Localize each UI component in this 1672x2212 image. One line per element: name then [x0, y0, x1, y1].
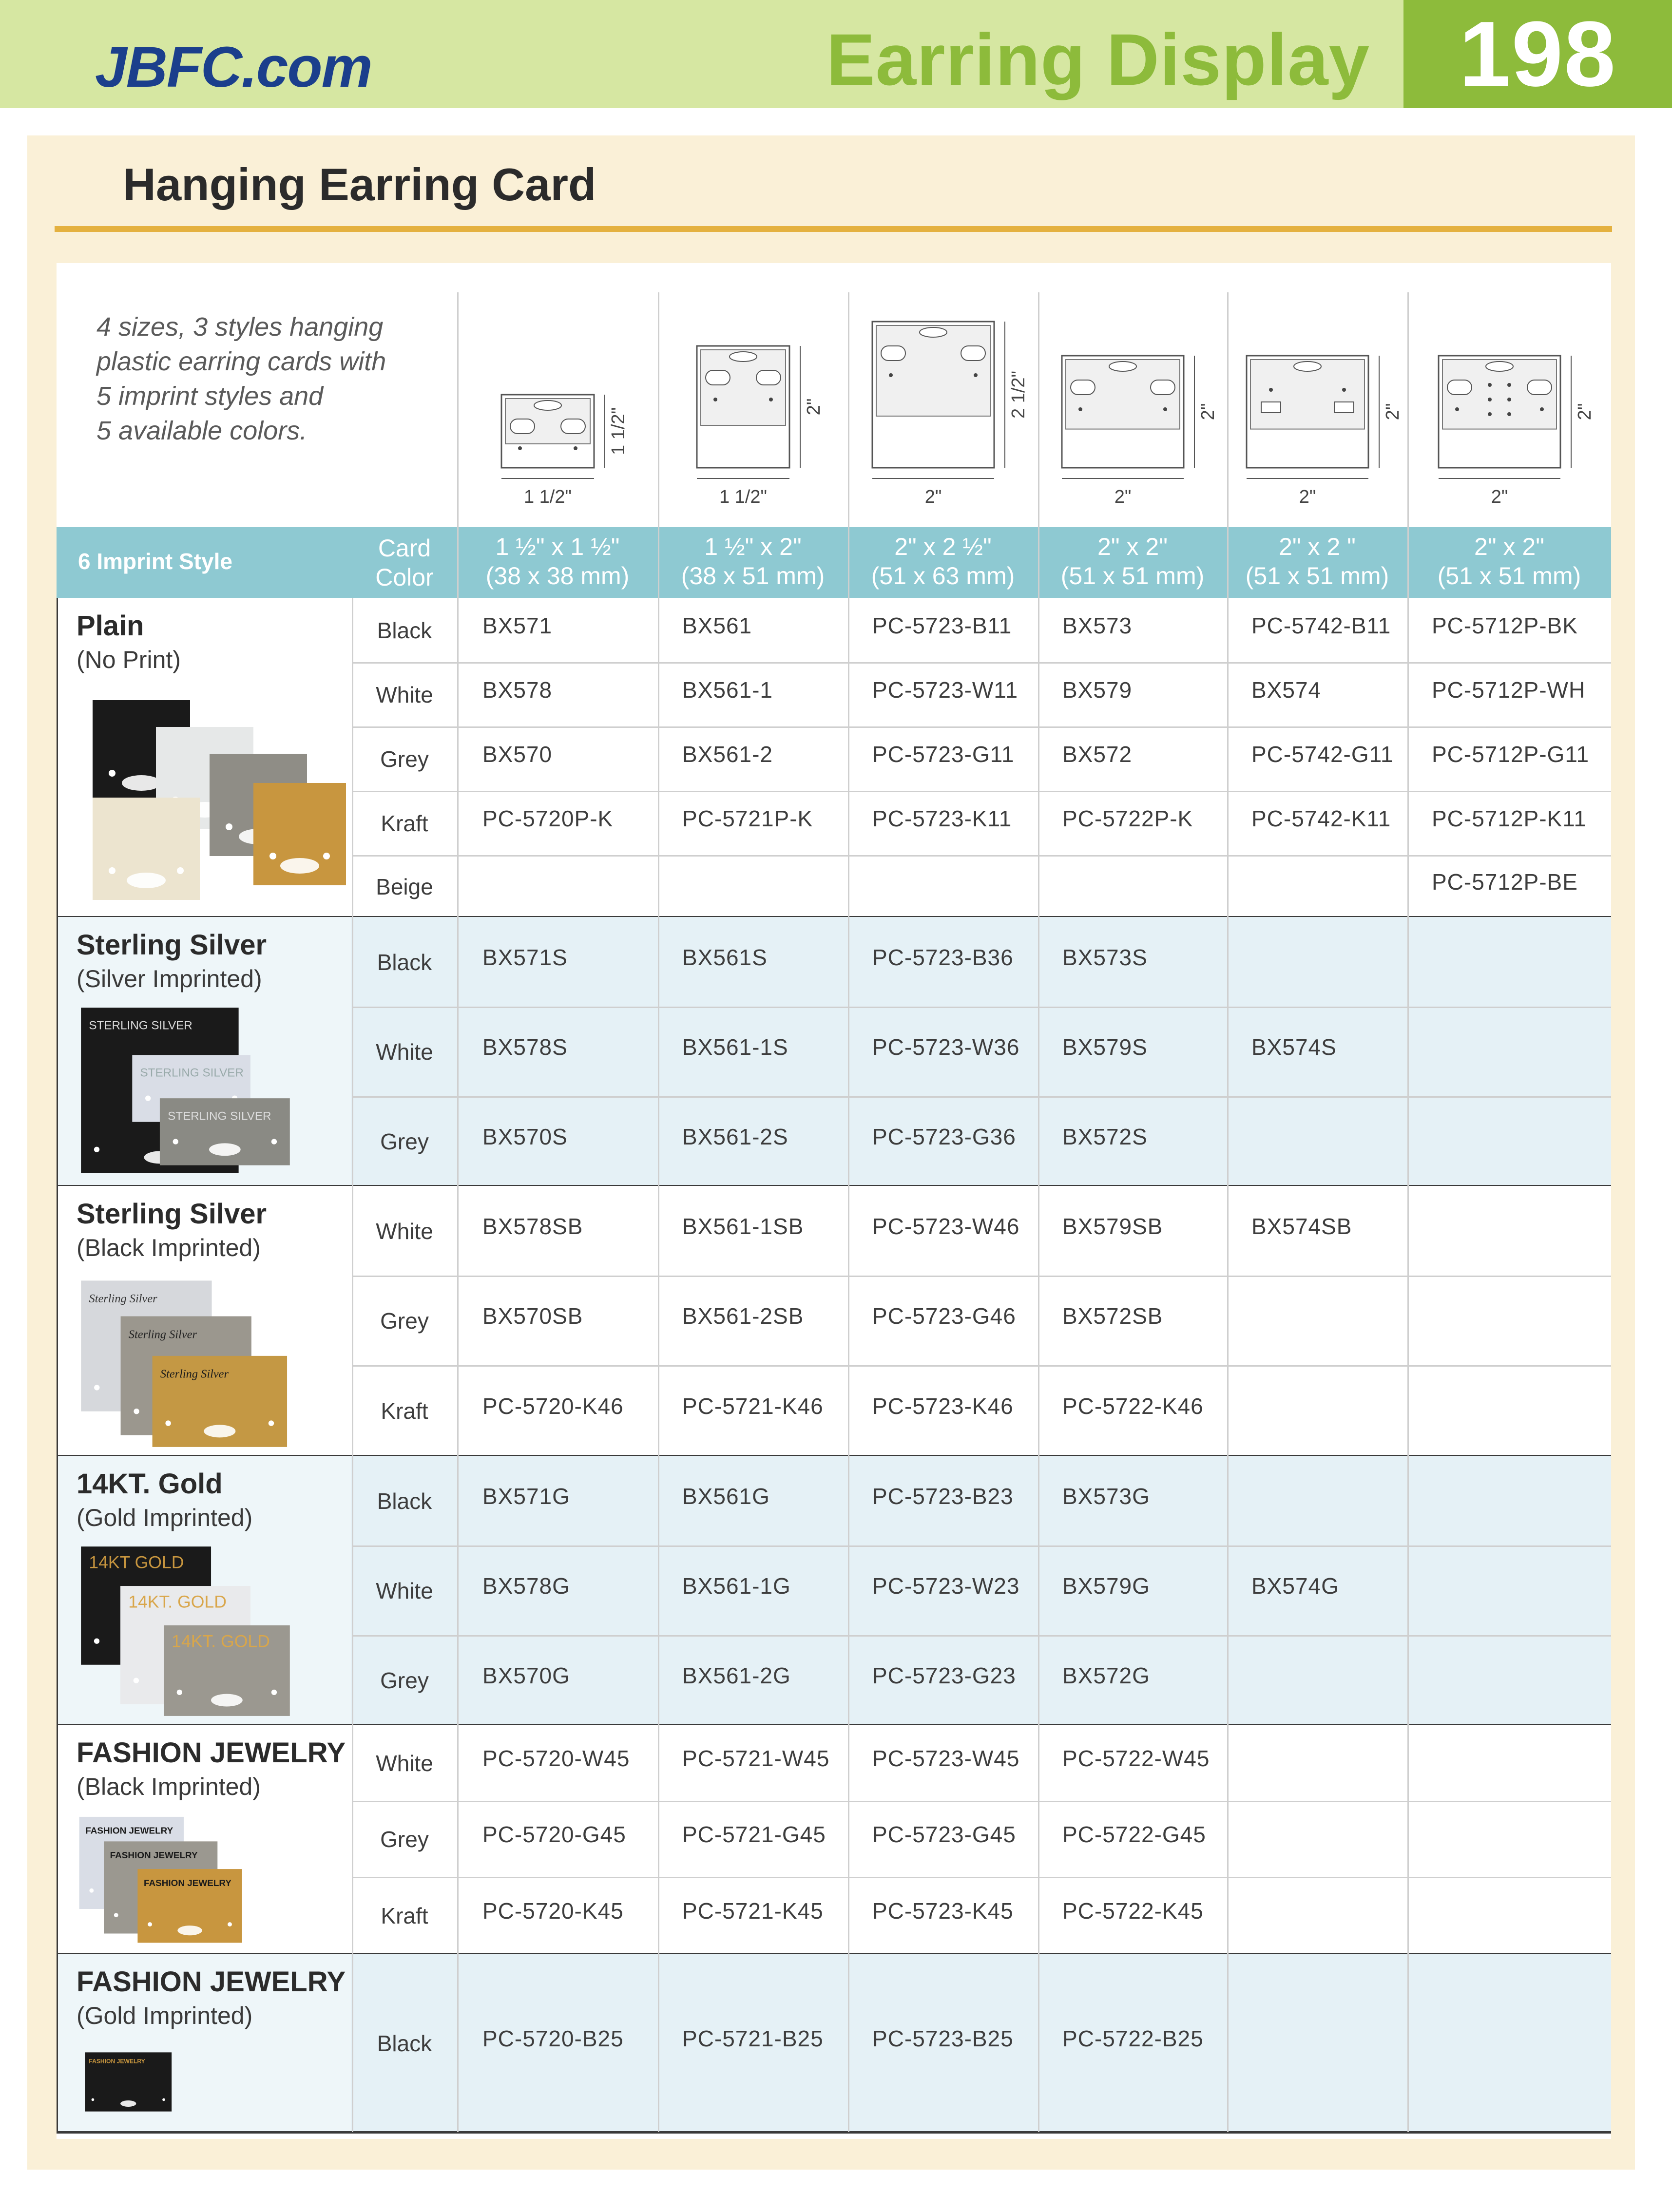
product-code[interactable]: PC-5712P-G11 — [1432, 742, 1590, 767]
product-code[interactable]: BX579 — [1062, 677, 1133, 703]
product-code[interactable]: BX578 — [482, 677, 553, 703]
product-code[interactable]: PC-5723-W11 — [872, 677, 1019, 703]
header-size-inches: 2" x 2" — [1097, 533, 1168, 560]
brand-logo[interactable]: JBFC.com — [95, 35, 372, 99]
card-color-label: Grey — [380, 1129, 429, 1154]
row-divider — [352, 1007, 1611, 1008]
photo-imprint-text: Sterling Silver — [89, 1292, 157, 1306]
product-code[interactable]: PC-5742-B11 — [1251, 613, 1391, 638]
diagram-width-label: 1 1/2" — [719, 487, 768, 507]
row-divider — [352, 662, 1611, 664]
header-size-mm: (38 x 51 mm) — [681, 562, 825, 590]
row-divider — [352, 1877, 1611, 1878]
card-color-label: White — [376, 1578, 433, 1603]
product-code[interactable]: BX571 — [482, 613, 553, 638]
product-photo — [73, 1539, 346, 1720]
intro-line: 4 sizes, 3 styles hanging — [96, 312, 384, 342]
card-diagram — [848, 292, 1038, 521]
product-code[interactable]: BX561-1SB — [682, 1214, 804, 1239]
product-code[interactable]: PC-5723-W45 — [872, 1746, 1020, 1771]
product-code[interactable]: PC-5720-B25 — [482, 2026, 624, 2051]
row-divider — [352, 791, 1611, 792]
diagram-width-label: 1 1/2" — [523, 487, 572, 507]
card-color-label: Black — [377, 2031, 432, 2056]
diagram-height-label: 2" — [1198, 403, 1218, 420]
product-code[interactable]: BX579G — [1062, 1573, 1150, 1599]
style-subtitle: (Gold Imprinted) — [77, 1504, 253, 1531]
header-size-inches: 2" x 2 " — [1279, 533, 1356, 560]
product-code[interactable]: BX570 — [482, 742, 553, 767]
product-code[interactable]: PC-5722P-K — [1062, 806, 1193, 831]
product-code[interactable]: PC-5720-G45 — [482, 1822, 626, 1847]
photo-imprint-text: FASHION JEWELRY — [144, 1878, 231, 1888]
product-code[interactable]: BX578S — [482, 1034, 568, 1060]
product-code[interactable]: PC-5723-B25 — [872, 2026, 1014, 2051]
product-photo — [73, 1000, 346, 1181]
product-code[interactable]: BX573 — [1062, 613, 1133, 638]
product-code[interactable]: PC-5722-K46 — [1062, 1393, 1204, 1419]
intro-line: plastic earring cards with — [96, 347, 386, 376]
product-code[interactable]: BX561 — [682, 613, 752, 638]
product-code[interactable]: PC-5712P-BE — [1432, 869, 1578, 895]
card-color-label: Black — [377, 950, 432, 975]
product-code[interactable]: PC-5723-W36 — [872, 1034, 1020, 1060]
diagram-height-label: 2" — [1383, 403, 1403, 420]
product-code[interactable]: BX561-2SB — [682, 1303, 804, 1329]
product-photo — [73, 1269, 346, 1451]
diagram-height-label: 1 1/2" — [608, 407, 629, 456]
section-title: Earring Display — [826, 19, 1370, 100]
row-divider — [352, 1096, 1611, 1098]
product-code[interactable]: PC-5723-W23 — [872, 1573, 1020, 1599]
column-divider — [1407, 292, 1409, 2132]
row-divider — [352, 1545, 1611, 1547]
column-divider — [658, 292, 659, 2132]
card-diagram — [1038, 292, 1227, 521]
product-code[interactable]: BX572 — [1062, 742, 1133, 767]
product-code[interactable]: PC-5722-W45 — [1062, 1746, 1210, 1771]
photo-imprint-text: FASHION JEWELRY — [110, 1850, 198, 1861]
photo-imprint-text: 14KT. GOLD — [128, 1592, 227, 1612]
card-color-label: Grey — [380, 1827, 429, 1852]
row-divider — [352, 1635, 1611, 1637]
column-divider — [1227, 292, 1229, 2132]
product-code[interactable]: PC-5723-B36 — [872, 945, 1014, 970]
product-code[interactable]: BX570G — [482, 1663, 570, 1688]
product-code[interactable]: PC-5721-K46 — [682, 1393, 824, 1419]
header-size-mm: (51 x 51 mm) — [1245, 562, 1389, 590]
row-divider — [352, 726, 1611, 728]
product-code[interactable]: PC-5720-K45 — [482, 1898, 624, 1924]
header-size-mm: (51 x 51 mm) — [1060, 562, 1205, 590]
product-code[interactable]: PC-5720P-K — [482, 806, 614, 831]
photo-imprint-text: STERLING SILVER — [140, 1066, 244, 1080]
product-code[interactable]: PC-5722-K45 — [1062, 1898, 1204, 1924]
product-code[interactable]: BX579S — [1062, 1034, 1148, 1060]
header-size-mm: (51 x 63 mm) — [871, 562, 1015, 590]
diagram-height-label: 2" — [804, 398, 824, 416]
product-code[interactable]: PC-5721P-K — [682, 806, 813, 831]
product-code[interactable]: PC-5712P-WH — [1432, 677, 1586, 703]
product-code[interactable]: BX572G — [1062, 1663, 1150, 1688]
header-size-3 — [848, 532, 1038, 591]
product-code[interactable]: BX574SB — [1251, 1214, 1352, 1239]
card-color-label: White — [376, 682, 433, 707]
style-name: FASHION JEWELRY — [77, 1737, 346, 1769]
product-code[interactable]: BX571S — [482, 945, 568, 970]
header-card-color — [352, 534, 457, 592]
product-code[interactable]: PC-5721-G45 — [682, 1822, 826, 1847]
card-color-label: Kraft — [381, 1398, 428, 1424]
product-code[interactable]: PC-5742-G11 — [1251, 742, 1394, 767]
product-photo — [73, 2037, 346, 2127]
product-code[interactable]: PC-5722-B25 — [1062, 2026, 1204, 2051]
product-code[interactable]: BX561-2 — [682, 742, 773, 767]
card-diagram — [658, 292, 848, 521]
header-size-mm: (51 x 51 mm) — [1437, 562, 1581, 590]
product-code[interactable]: PC-5723-K11 — [872, 806, 1012, 831]
product-code[interactable]: PC-5723-G11 — [872, 742, 1015, 767]
card-color-label: Beige — [376, 874, 433, 899]
product-code[interactable]: PC-5721-W45 — [682, 1746, 830, 1771]
product-code[interactable]: BX578SB — [482, 1214, 583, 1239]
product-code[interactable]: BX574 — [1251, 677, 1322, 703]
page-number: 198 — [1459, 2, 1616, 106]
intro-line: 5 imprint styles and — [96, 381, 324, 411]
product-photo — [73, 681, 346, 912]
product-code[interactable]: BX573S — [1062, 945, 1148, 970]
product-code[interactable]: PC-5742-K11 — [1251, 806, 1391, 831]
header-size-inches: 2" x 2 ½" — [894, 533, 992, 560]
product-code[interactable]: BX579SB — [1062, 1214, 1163, 1239]
product-code[interactable]: BX570S — [482, 1124, 568, 1149]
product-code[interactable]: BX561-1 — [682, 677, 773, 703]
product-code[interactable]: PC-5720-K46 — [482, 1393, 624, 1419]
card-color-label: Grey — [380, 1308, 429, 1334]
product-code[interactable]: BX561S — [682, 945, 768, 970]
header-size-1 — [457, 532, 658, 591]
row-divider — [352, 1276, 1611, 1277]
style-name: Plain — [77, 610, 144, 642]
intro-line: 5 available colors. — [96, 416, 307, 445]
diagram-width-label: 2" — [1491, 487, 1508, 507]
photo-imprint-text: FASHION JEWELRY — [85, 1826, 173, 1836]
product-code[interactable]: PC-5723-G23 — [872, 1663, 1016, 1688]
card-color-label: White — [376, 1751, 433, 1776]
diagram-height-label: 2" — [1575, 403, 1595, 420]
card-color-label: Grey — [380, 1668, 429, 1693]
header-size-6 — [1407, 532, 1611, 591]
product-code[interactable]: PC-5722-G45 — [1062, 1822, 1206, 1847]
header-imprint-style: 6 Imprint Style — [78, 549, 232, 574]
card-diagram — [1407, 292, 1611, 521]
card-color-label: Black — [377, 618, 432, 643]
photo-imprint-text: STERLING SILVER — [168, 1109, 271, 1123]
column-divider — [57, 598, 58, 2132]
header-card-label: Card — [378, 534, 431, 562]
product-code[interactable]: PC-5723-K46 — [872, 1393, 1014, 1419]
product-code[interactable]: BX561-1S — [682, 1034, 788, 1060]
photo-imprint-text: FASHION JEWELRY — [89, 2058, 145, 2065]
header-color-label: Color — [375, 564, 434, 591]
row-divider — [352, 855, 1611, 857]
card-color-label: Black — [377, 1488, 432, 1514]
header-size-inches: 2" x 2" — [1474, 533, 1544, 560]
title-divider — [55, 226, 1612, 232]
header-size-inches: 1 ½" x 2" — [704, 533, 802, 560]
product-code[interactable]: BX561-2S — [682, 1124, 788, 1149]
photo-imprint-text: STERLING SILVER — [89, 1019, 192, 1032]
intro-text — [96, 310, 438, 448]
style-name: Sterling Silver — [77, 1198, 267, 1230]
product-code[interactable]: PC-5723-G46 — [872, 1303, 1016, 1329]
photo-imprint-text: Sterling Silver — [128, 1328, 197, 1341]
product-code[interactable]: PC-5721-K45 — [682, 1898, 824, 1924]
product-code[interactable]: BX570SB — [482, 1303, 583, 1329]
product-code[interactable]: PC-5720-W45 — [482, 1746, 630, 1771]
row-divider — [352, 1801, 1611, 1802]
style-subtitle: (Black Imprinted) — [77, 1234, 261, 1261]
product-code[interactable]: PC-5712P-K11 — [1432, 806, 1587, 831]
diagram-width-label: 2" — [1114, 487, 1132, 507]
card-color-label: Grey — [380, 746, 429, 772]
header-size-inches: 1 ½" x 1 ½" — [495, 533, 620, 560]
page-title: Hanging Earring Card — [123, 159, 596, 210]
page-number-box — [1403, 0, 1672, 108]
product-code[interactable]: BX578G — [482, 1573, 570, 1599]
product-code[interactable]: PC-5723-W46 — [872, 1214, 1020, 1239]
card-color-label: White — [376, 1039, 433, 1065]
column-divider — [352, 598, 353, 2132]
card-color-label: Kraft — [381, 1903, 428, 1928]
header-size-mm: (38 x 38 mm) — [485, 562, 630, 590]
photo-imprint-text: 14KT. GOLD — [172, 1631, 270, 1651]
diagram-height-label: 2 1/2" — [1008, 370, 1029, 419]
style-subtitle: (Black Imprinted) — [77, 1773, 261, 1800]
product-code[interactable]: BX561G — [682, 1484, 770, 1509]
style-subtitle: (Gold Imprinted) — [77, 2002, 253, 2029]
product-code[interactable]: BX571G — [482, 1484, 570, 1509]
product-code[interactable]: PC-5721-B25 — [682, 2026, 824, 2051]
group-divider — [57, 2131, 1611, 2134]
product-code[interactable]: PC-5723-B23 — [872, 1484, 1014, 1509]
product-code[interactable]: BX574S — [1251, 1034, 1337, 1060]
product-code[interactable]: BX574G — [1251, 1573, 1339, 1599]
product-code[interactable]: BX573G — [1062, 1484, 1150, 1509]
product-code[interactable]: PC-5723-K45 — [872, 1898, 1014, 1924]
column-divider — [457, 292, 459, 2132]
product-code[interactable]: BX572SB — [1062, 1303, 1163, 1329]
style-name: FASHION JEWELRY — [77, 1966, 346, 1998]
card-color-label: Kraft — [381, 811, 428, 836]
product-code[interactable]: BX561-1G — [682, 1573, 791, 1599]
column-divider — [848, 292, 849, 2132]
photo-imprint-text: 14KT GOLD — [89, 1552, 184, 1572]
header-size-4 — [1038, 532, 1227, 591]
product-code[interactable]: PC-5723-B11 — [872, 613, 1012, 638]
card-color-label: White — [376, 1219, 433, 1244]
product-code[interactable]: PC-5712P-BK — [1432, 613, 1578, 638]
product-code[interactable]: BX572S — [1062, 1124, 1148, 1149]
diagram-width-label: 2" — [1299, 487, 1316, 507]
product-code[interactable]: PC-5723-G36 — [872, 1124, 1016, 1149]
product-photo — [73, 1808, 346, 1949]
photo-imprint-text: Sterling Silver — [160, 1367, 229, 1381]
style-subtitle: (Silver Imprinted) — [77, 965, 262, 992]
style-name: 14KT. Gold — [77, 1468, 223, 1500]
style-subtitle: (No Print) — [77, 646, 181, 673]
card-diagram — [457, 292, 658, 521]
diagram-width-label: 2" — [924, 487, 942, 507]
card-diagram — [1227, 292, 1407, 521]
column-divider — [1038, 292, 1039, 2132]
product-code[interactable]: BX561-2G — [682, 1663, 791, 1688]
row-divider — [352, 1365, 1611, 1367]
product-code[interactable]: PC-5723-G45 — [872, 1822, 1016, 1847]
style-name: Sterling Silver — [77, 929, 267, 961]
header-size-5 — [1227, 532, 1407, 591]
header-size-2 — [658, 532, 848, 591]
